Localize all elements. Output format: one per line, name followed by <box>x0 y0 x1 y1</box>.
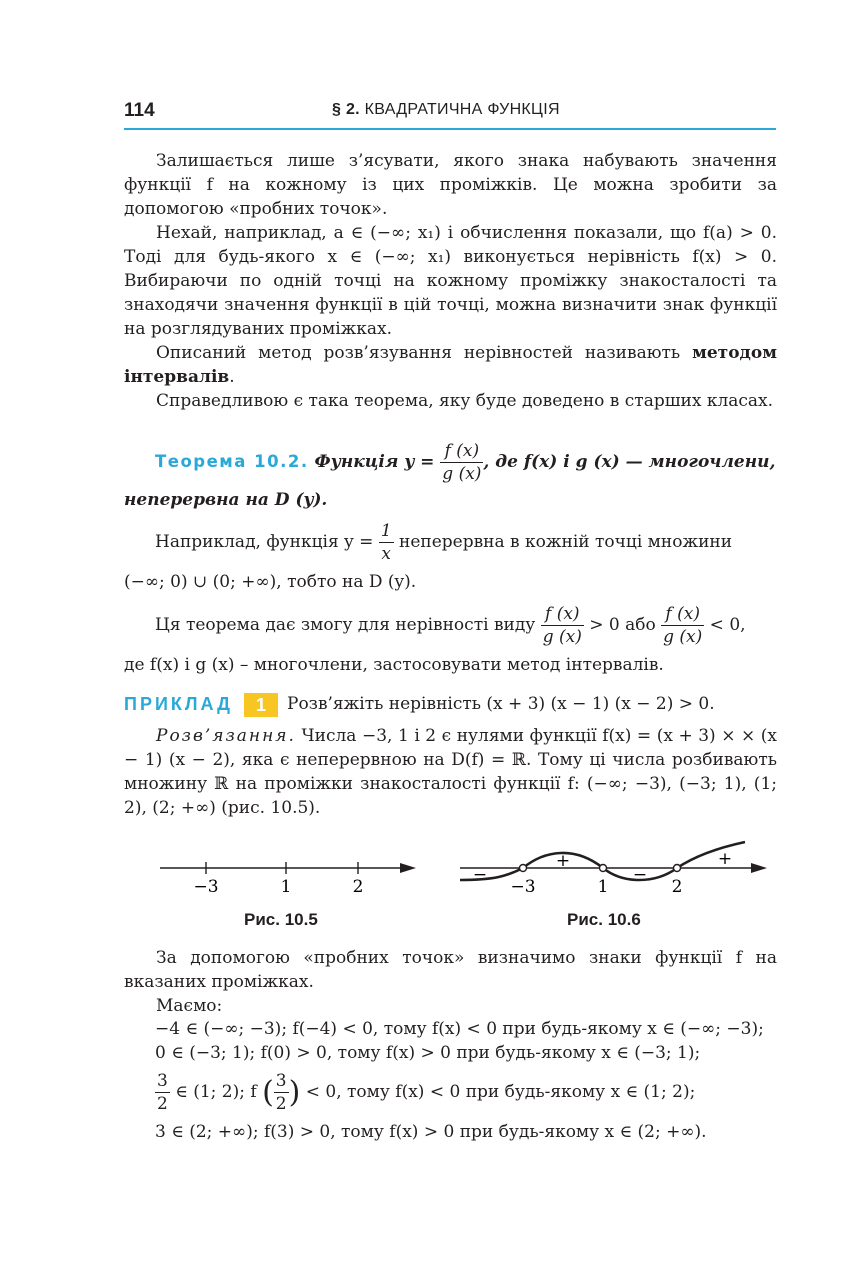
p3-post: . <box>229 367 235 387</box>
probe-line-3-b: < 0, тому f(x) < 0 при будь-якому x ∈ (1; 2); <box>300 1082 696 1102</box>
theorem-text-1: Функція y = <box>308 452 441 472</box>
example-task: Розв’яжіть нерівність (x + 3) (x − 1) (x − 2) > 0. <box>287 694 715 714</box>
theorem-line-1 <box>155 440 775 485</box>
example-label: ПРИКЛАД <box>124 694 233 714</box>
probe-line-1: −4 ∈ (−∞; −3); f(−4) < 0, тому f(x) < 0 при будь-якому x ∈ (−∞; −3); <box>155 1019 764 1039</box>
zero-point <box>674 865 681 872</box>
fraction-1 <box>541 603 584 648</box>
example-fn-den: x <box>381 544 391 564</box>
probe-intro: За допомогою «пробних точок» визначимо знаки функції f на вказаних проміжках. <box>124 948 777 992</box>
sign-label: − <box>632 865 648 885</box>
probe-fraction <box>155 1070 170 1115</box>
figure-10-6-caption: Рис. 10.6 <box>567 910 641 929</box>
probe-fraction-arg <box>274 1070 289 1115</box>
example-fn-pre: Наприклад, функція y = <box>155 532 379 552</box>
theorem-text-2: , де f(x) і g (x) — многочлени, <box>483 452 776 472</box>
sign-label: + <box>717 849 733 869</box>
theorem-fraction <box>440 440 483 485</box>
probe-line-2: 0 ∈ (−3; 1); f(0) > 0, тому f(x) > 0 при будь-якому x ∈ (−3; 1); <box>155 1043 701 1063</box>
right-paren: ) <box>288 1075 301 1110</box>
tick-label: 2 <box>352 877 364 897</box>
figure-10-5-caption: Рис. 10.5 <box>244 910 318 929</box>
paragraph-4: Справедливою є така теорема, яку буде доведено в старших класах. <box>156 391 774 411</box>
theorem-fraction-den: g (x) <box>442 464 482 484</box>
solution-body: Числа −3, 1 і 2 є нулями функції f(x) = (x + 3) × × (x − 1) (x − 2), яка є неперервною на D(f) = ℝ. Тому ці числа розбивають множину ℝ на проміжки знакосталості функції f: (−∞; −3), (−3; 1), (1; 2), (2; +∞) (рис. 10.5). <box>124 726 777 818</box>
example-fn-fraction <box>379 520 394 565</box>
probe-block <box>124 946 777 1018</box>
zero-point <box>600 865 607 872</box>
tick-label: −3 <box>510 877 536 897</box>
tick-label: 2 <box>671 877 683 897</box>
example-number-badge: 1 <box>244 693 278 717</box>
fraction-1-den: g (x) <box>542 627 582 647</box>
solution-text <box>124 724 777 820</box>
section-number: § 2. <box>332 101 360 118</box>
example-fn-post: неперервна в кожній точці множини <box>393 532 733 552</box>
probe-line-3 <box>155 1070 695 1115</box>
axis-arrow <box>400 863 416 873</box>
section-header <box>332 101 560 119</box>
theorem-use-mid: > 0 або <box>583 615 662 635</box>
sign-label: − <box>472 865 488 885</box>
solution-label: Розв’язання. <box>156 726 296 746</box>
zero-point <box>520 865 527 872</box>
theorem-use-pre: Ця теорема дає змогу для нерівності виду <box>155 615 541 635</box>
have-label: Маємо: <box>156 996 223 1016</box>
paragraph-2: Нехай, наприклад, a ∈ (−∞; x₁) і обчислення показали, що f(a) > 0. Тоді для будь-якого x ∈ (−∞; x₁) виконується нерівність f(x) > 0. Вибираючи по одній точці на кожному проміжку знакосталості та знаходячи значення функції в цій точці, можна визначити знак функції на розглядуваних проміжках. <box>124 223 777 339</box>
example-fn-line-1 <box>155 520 732 565</box>
probe-fraction-arg-den: 2 <box>275 1094 287 1114</box>
paragraph-1: Залишається лише з’ясувати, якого знака набувають значення функції f на кожному із цих проміжків. Це можна зробити за допомогою «пробних точок». <box>124 151 777 219</box>
example-fn-num: 1 <box>380 521 392 541</box>
section-title: КВАДРАТИЧНА ФУНКЦІЯ <box>364 101 560 118</box>
theorem-fraction-num: f (x) <box>440 440 483 463</box>
fraction-2-den: g (x) <box>663 627 703 647</box>
fraction-1-num: f (x) <box>541 603 584 626</box>
theorem-use-post: < 0, <box>704 615 746 635</box>
tick-label: 1 <box>597 877 609 897</box>
figure-10-5-number-line <box>150 850 430 900</box>
sign-curve <box>460 842 745 880</box>
left-paren: ( <box>262 1075 274 1110</box>
paragraph-3 <box>124 341 777 389</box>
fraction-2 <box>661 603 704 648</box>
sign-label: + <box>555 851 571 871</box>
axis-arrow <box>751 863 767 873</box>
probe-line-3-a: ∈ (1; 2); f <box>169 1082 263 1102</box>
fraction-2-num: f (x) <box>661 603 704 626</box>
figure-10-6-sign-chart <box>455 840 775 900</box>
example-fn-line-2: (−∞; 0) ∪ (0; +∞), тобто на D (y). <box>124 572 417 592</box>
probe-line-4: 3 ∈ (2; +∞); f(3) > 0, тому f(x) > 0 при будь-якому x ∈ (2; +∞). <box>155 1122 707 1142</box>
theorem-line-2: неперервна на D (y). <box>124 490 328 510</box>
probe-fraction-den: 2 <box>157 1094 168 1114</box>
theorem-use-line-1 <box>155 603 746 648</box>
page-number: 114 <box>124 100 155 121</box>
tick-label: −3 <box>193 877 219 897</box>
probe-fraction-arg-num: 3 <box>275 1071 287 1091</box>
theorem-label: Теорема 10.2. <box>155 452 309 471</box>
probe-fraction-num: 3 <box>157 1071 168 1091</box>
intro-text <box>124 149 777 413</box>
solution-block <box>124 724 777 820</box>
header-rule <box>124 128 776 130</box>
tick-label: 1 <box>280 877 292 897</box>
p3-pre: Описаний метод розв’язування нерівностей називають <box>156 343 693 363</box>
theorem-use-line-2: де f(x) і g (x) – многочлени, застосовувати метод інтервалів. <box>124 655 664 675</box>
method-name: методом інтервалів <box>124 343 777 387</box>
